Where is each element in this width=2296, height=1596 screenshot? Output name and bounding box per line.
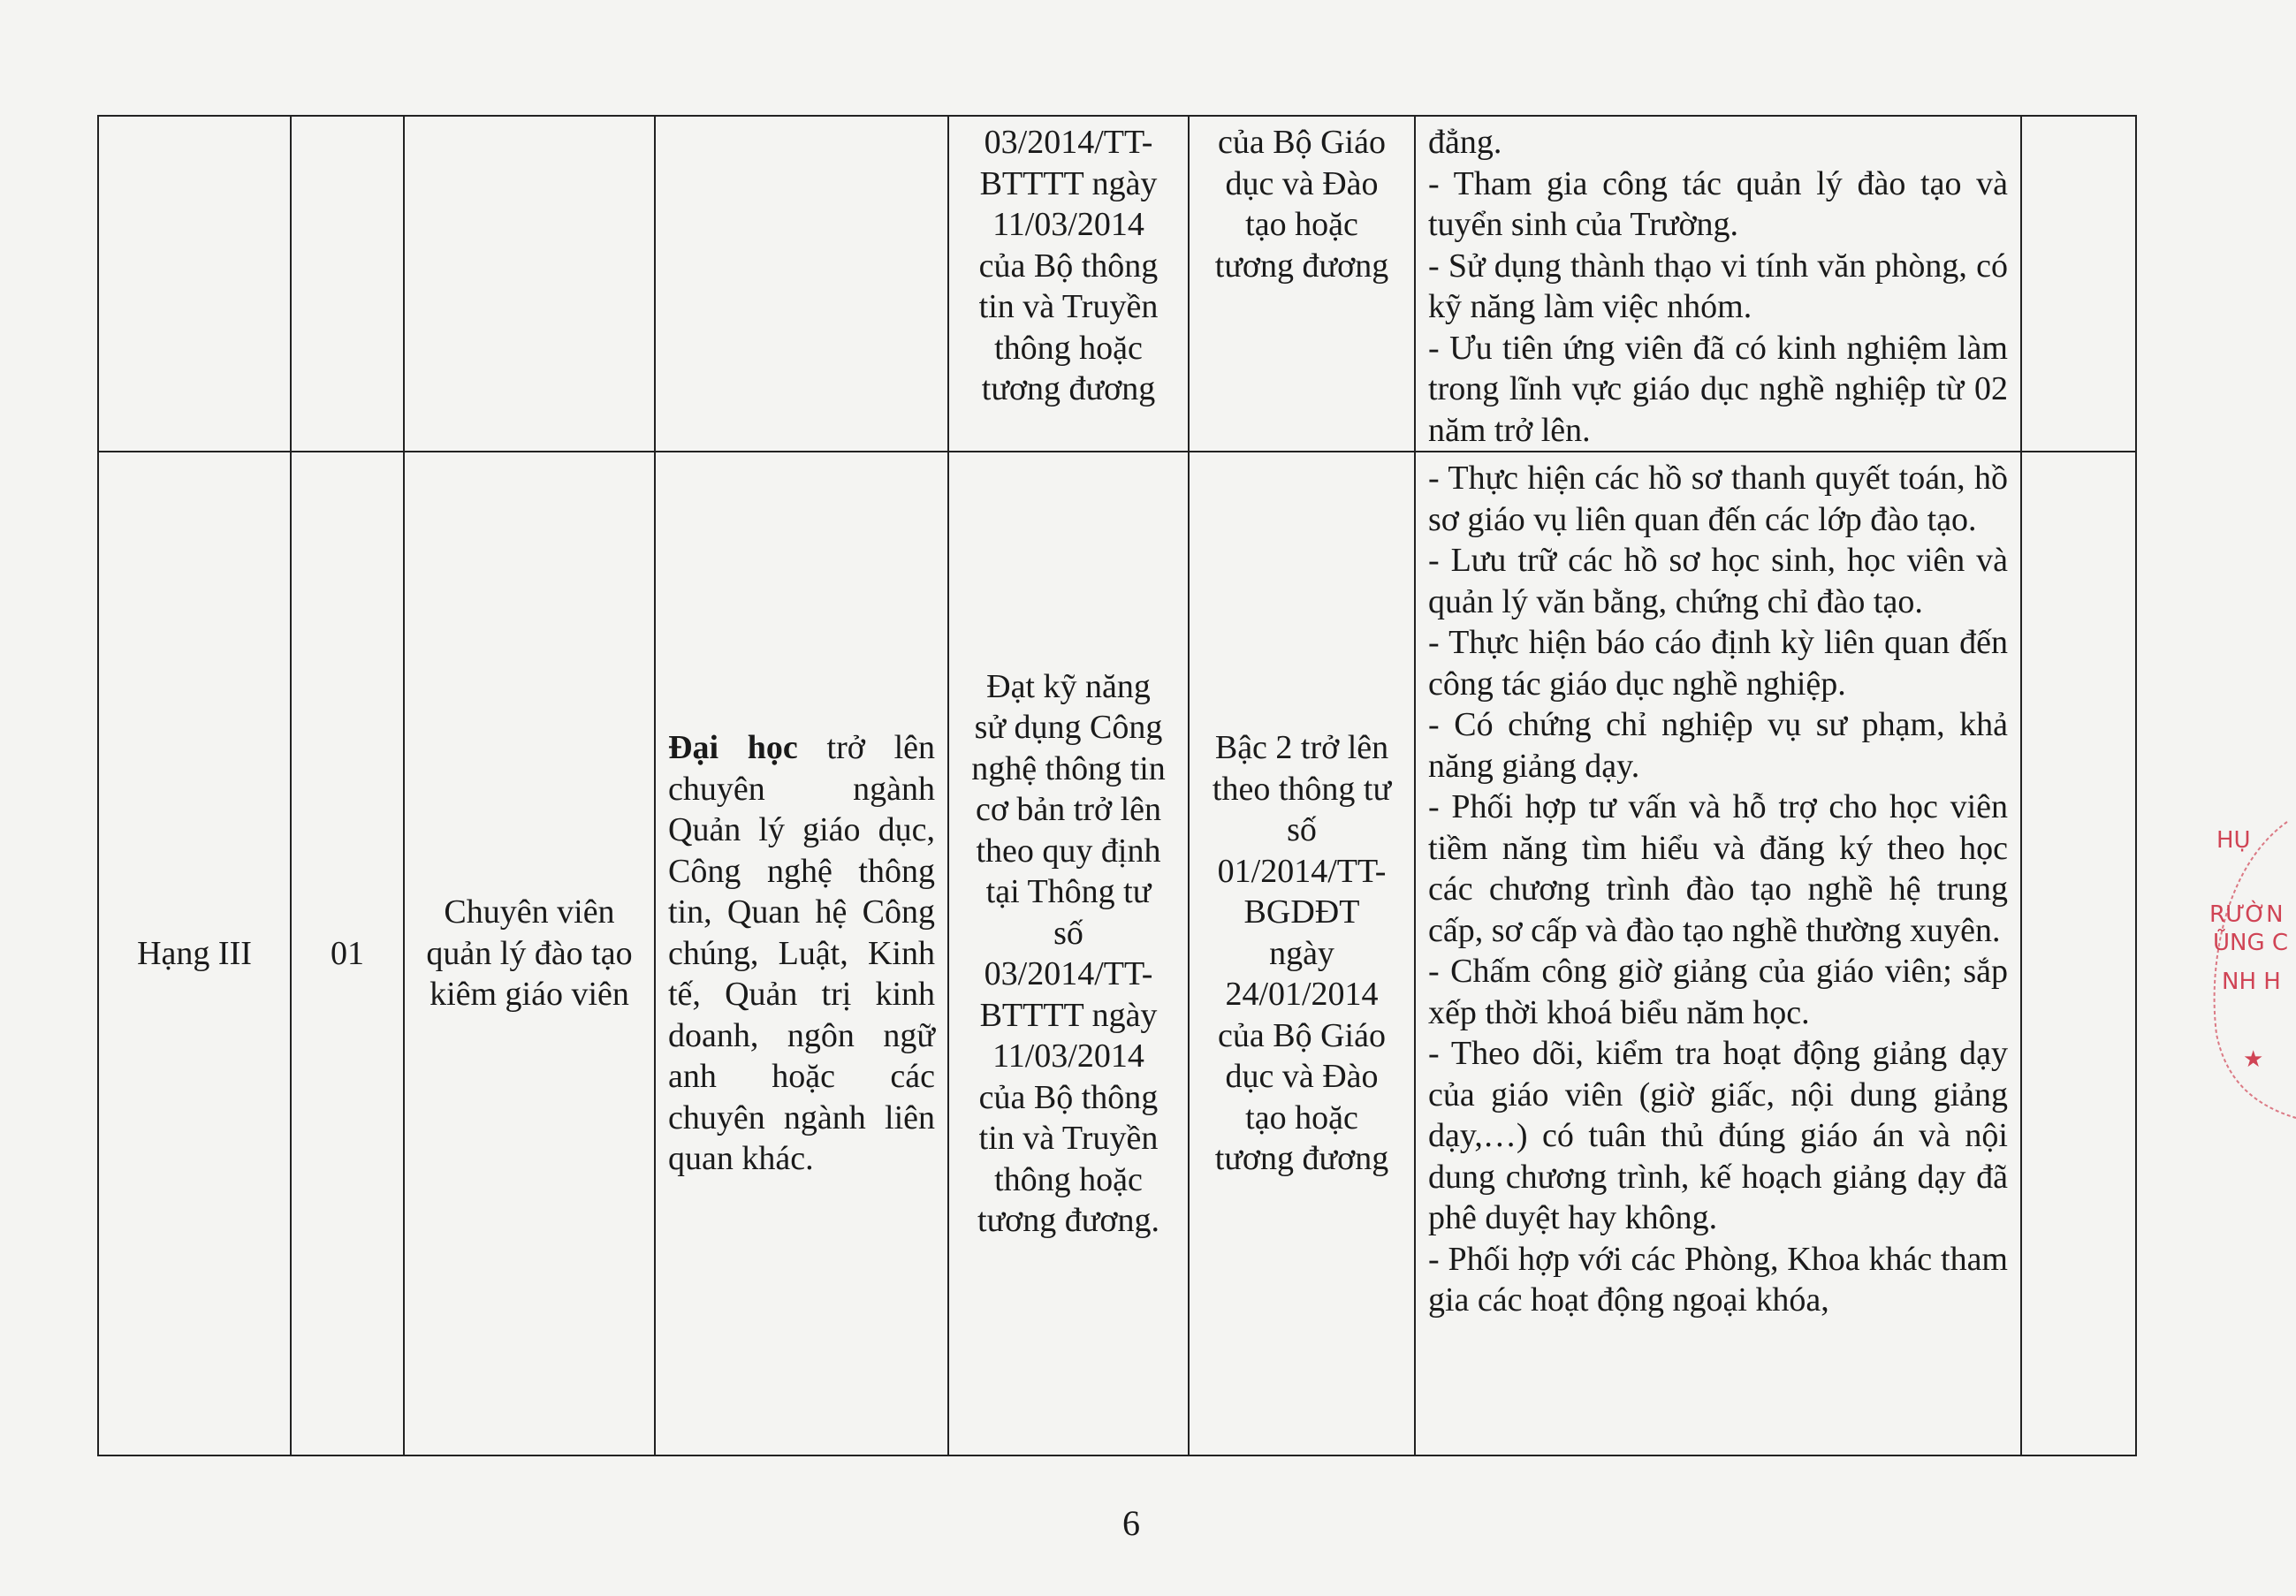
text-line: quản lý đào tạo xyxy=(426,934,633,972)
text-line: 03/2014/TT- xyxy=(984,955,1153,992)
recruitment-table xyxy=(97,115,2137,1456)
text-line: số xyxy=(1287,811,1317,849)
red-seal-stamp xyxy=(2190,813,2296,1131)
text-line: - Có chứng chỉ nghiệp vụ sư phạm, khả năng giảng dạy. xyxy=(1428,706,2008,785)
text-line: tạo hoặc xyxy=(1245,1098,1358,1136)
notes-cell xyxy=(2021,452,2136,1455)
degree-details: trở lên chuyên ngành Quản lý giáo dục, Công nghệ thông tin, Quan hệ Công chúng, Luật, Kinh tế, Quản trị kinh doanh, ngôn ngữ anh hoặc các chuyên ngành liên quan khác. xyxy=(668,729,936,1178)
text-line: - Lưu trữ các hồ sơ học sinh, học viên và quản lý văn bằng, chứng chỉ đào tạo. xyxy=(1428,542,2008,620)
rank-cell: Hạng III xyxy=(98,452,291,1455)
seal-text-fragment: ŨNG C xyxy=(2213,930,2289,956)
text-line: tin và Truyền xyxy=(978,288,1159,325)
position-cell xyxy=(404,116,655,452)
text-line: - Phối hợp với các Phòng, Khoa khác tham gia các hoạt động ngoại khóa, xyxy=(1428,1240,2008,1319)
text-line: dục và Đào xyxy=(1225,1058,1379,1096)
text-line: - Phối hợp tư vấn và hỗ trợ cho học viên tiềm năng tìm hiểu và đăng ký theo học các chương trình đào tạo nghề hệ trung cấp, sơ cấp và đào tạo nghề thường xuyên. xyxy=(1428,788,2008,949)
language-requirement-cell xyxy=(1189,116,1415,452)
duties-cell xyxy=(1415,116,2021,452)
text-line: thông hoặc xyxy=(994,1160,1143,1198)
text-line: tương đương xyxy=(1214,1140,1389,1178)
seal-text-fragment: NH H xyxy=(2222,969,2281,995)
text-line: - Theo dõi, kiểm tra hoạt động giảng dạy của giáo viên (giờ giấc, nội dung giảng dạy,…) có tuân thủ đúng giáo án và nội dung chương trình, kế hoạch giảng dạy đã phê duyệt hay không. xyxy=(1428,1035,2008,1236)
it-requirement-cell xyxy=(948,452,1189,1455)
it-requirement-cell xyxy=(948,116,1189,452)
text-line: nghệ thông tin xyxy=(971,749,1166,787)
text-line: tương đương xyxy=(1214,247,1389,285)
text-line: - Sử dụng thành thạo vi tính văn phòng, có kỹ năng làm việc nhóm. xyxy=(1428,247,2008,325)
rank-cell xyxy=(98,116,291,452)
text-line: của Bộ Giáo xyxy=(1218,1016,1386,1054)
text-line: tại Thông tư xyxy=(985,873,1152,910)
position-cell xyxy=(404,452,655,1455)
text-line: BTTTT ngày xyxy=(979,996,1158,1034)
duties-cell xyxy=(1415,452,2021,1455)
quantity-cell: 01 xyxy=(291,452,404,1455)
text-line: đẳng. xyxy=(1428,124,1502,161)
text-line: của Bộ Giáo xyxy=(1218,124,1386,161)
seal-text-fragment: HỤ xyxy=(2216,827,2251,854)
language-requirement-cell xyxy=(1189,452,1415,1455)
text-line: ngày xyxy=(1269,934,1334,972)
text-line: cơ bản trở lên xyxy=(975,791,1162,828)
text-line: Đạt kỹ năng xyxy=(986,667,1151,705)
text-line: Chuyên viên xyxy=(444,893,615,931)
text-line: số xyxy=(1053,914,1083,952)
text-line: của Bộ thông xyxy=(978,1078,1159,1116)
text-line: - Tham gia công tác quản lý đào tạo và tuyển sinh của Trường. xyxy=(1428,164,2008,243)
text-line: - Ưu tiên ứng viên đã có kinh nghiệm làm trong lĩnh vực giáo dục nghề nghiệp từ 02 năm trở lên. xyxy=(1428,329,2008,449)
text-line: theo quy định xyxy=(976,832,1161,870)
text-line: dục và Đào xyxy=(1225,164,1379,202)
degree-level: Đại học xyxy=(668,729,798,767)
text-line: - Thực hiện các hồ sơ thanh quyết toán, hồ sơ giáo vụ liên quan đến các lớp đào tạo. xyxy=(1428,460,2008,538)
text-line: kiêm giáo viên xyxy=(430,976,629,1014)
text-line: tương đương. xyxy=(977,1202,1159,1239)
text-line: tạo hoặc xyxy=(1245,206,1358,243)
text-line: theo thông tư xyxy=(1212,770,1392,808)
text-line: sử dụng Công xyxy=(974,709,1163,746)
quantity-cell xyxy=(291,116,404,452)
text-line: thông hoặc xyxy=(994,329,1143,367)
table-row xyxy=(98,116,2136,452)
seal-text-fragment: RƯỜN xyxy=(2209,901,2284,928)
text-line: tin và Truyền xyxy=(978,1120,1159,1157)
text-line: BGDĐT xyxy=(1243,893,1360,931)
text-line: của Bộ thông xyxy=(978,247,1159,285)
text-line: 11/03/2014 xyxy=(992,1037,1144,1075)
notes-cell xyxy=(2021,116,2136,452)
text-line: Bậc 2 trở lên xyxy=(1214,729,1389,767)
text-line: - Chấm công giờ giảng của giáo viên; sắp xếp thời khoá biểu năm học. xyxy=(1428,953,2008,1031)
text-line: 01/2014/TT- xyxy=(1217,852,1387,890)
text-line: BTTTT ngày xyxy=(979,164,1158,202)
text-line: tương đương xyxy=(981,370,1156,407)
text-line: 03/2014/TT- xyxy=(984,124,1153,161)
table-row xyxy=(98,452,2136,1455)
text-line: 24/01/2014 xyxy=(1225,976,1379,1014)
text-line: 11/03/2014 xyxy=(992,206,1144,243)
degree-cell xyxy=(655,452,948,1455)
page-number: 6 xyxy=(1122,1503,1140,1543)
text-line: - Thực hiện báo cáo định kỳ liên quan đến công tác giáo dục nghề nghiệp. xyxy=(1428,624,2008,703)
degree-cell xyxy=(655,116,948,452)
seal-star-icon: ★ xyxy=(2243,1046,2264,1073)
